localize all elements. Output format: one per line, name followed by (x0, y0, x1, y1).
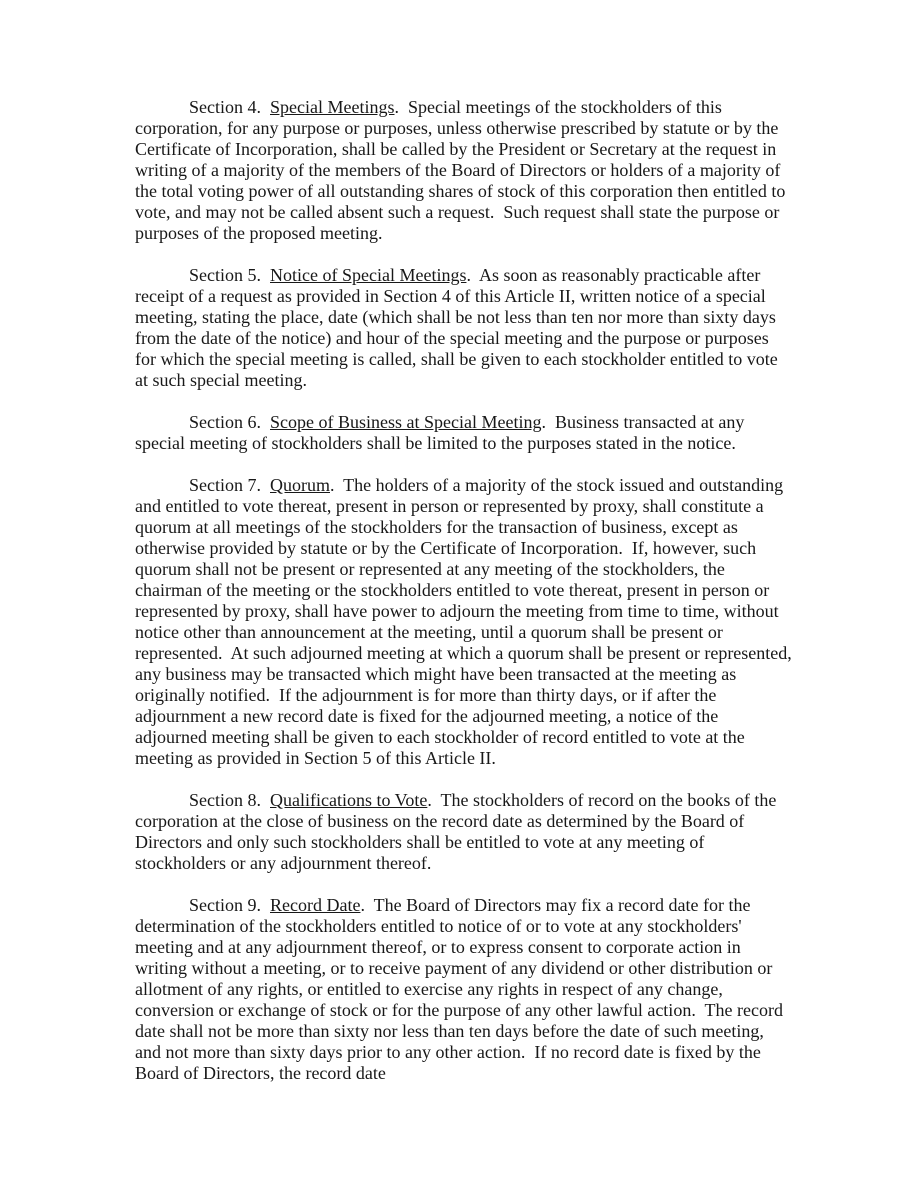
section-body-text: . The stockholders of record on the books of the corporation at the close of business on the record date as determined by the Board of Directors and only such stockholders shall be entitled to vote at any meeting of stockholders or any adjournment thereof. (135, 790, 781, 873)
section-paragraph (135, 97, 793, 244)
section-label: Section 7. (189, 475, 270, 495)
section-paragraph (135, 475, 797, 769)
section-title: Notice of Special Meetings (270, 265, 467, 285)
section-title: Qualifications to Vote (270, 790, 428, 810)
section-label: Section 9. (189, 895, 270, 915)
section-paragraph (135, 895, 793, 1084)
section-title: Record Date (270, 895, 361, 915)
section-body-text: . Special meetings of the stockholders of this corporation, for any purpose or purposes, unless otherwise prescribed by statute or by the Certificate of Incorporation, shall be called by the President or Secretary at the request in writing of a majority of the members of the Board of Directors or holders of a majority of the total voting power of all outstanding shares of stock of this corporation then entitled to vote, and may not be called absent such a request. Such request shall state the purpose or purposes of the proposed meeting. (135, 97, 790, 243)
section-title: Scope of Business at Special Meeting (270, 412, 542, 432)
section-body-text: . The Board of Directors may fix a record date for the determination of the stockholders entitled to notice of or to vote at any stockholders' meeting and at any adjournment thereof, or to express consent to corporate action in writing without a meeting, or to receive payment of any dividend or other distribution or allotment of any rights, or entitled to exercise any rights in respect of any change, conversion or exchange of stock or for the purpose of any other lawful action. The record date shall not be more than sixty nor less than ten days before the date of such meeting, and not more than sixty days prior to any other action. If no record date is fixed by the Board of Directors, the record date (135, 895, 788, 1083)
document-content (135, 97, 797, 1084)
section-label: Section 4. (189, 97, 270, 117)
section-label: Section 5. (189, 265, 270, 285)
section-label: Section 6. (189, 412, 270, 432)
section-title: Special Meetings (270, 97, 395, 117)
section-body-text: . The holders of a majority of the stock issued and outstanding and entitled to vote thereat, present in person or represented by proxy, shall constitute a quorum at all meetings of the stockholders for the transaction of business, except as otherwise provided by statute or by the Certificate of Incorporation. If, however, such quorum shall not be present or represented at any meeting of the stockholders, the chairman of the meeting or the stockholders entitled to vote thereat, present in person or represented by proxy, shall have power to adjourn the meeting from time to time, without notice other than announcement at the meeting, until a quorum shall be present or represented. At such adjourned meeting at which a quorum shall be present or represented, any business may be transacted which might have been transacted at the meeting as originally notified. If the adjournment is for more than thirty days, or if after the adjournment a new record date is fixed for the adjourned meeting, a notice of the adjourned meeting shall be given to each stockholder of record entitled to vote at the meeting as provided in Section 5 of this Article II. (135, 475, 797, 768)
section-body-text: . Business transacted at any special meeting of stockholders shall be limited to the purposes stated in the notice. (135, 412, 749, 453)
section-paragraph (135, 265, 793, 391)
section-body-text: . As soon as reasonably practicable after receipt of a request as provided in Section 4 of this Article II, written notice of a special meeting, stating the place, date (which shall be not less than ten nor more than sixty days from the date of the notice) and hour of the special meeting and the purpose or purposes for which the special meeting is called, shall be given to each stockholder entitled to vote at such special meeting. (135, 265, 783, 390)
section-label: Section 8. (189, 790, 270, 810)
section-paragraph (135, 790, 793, 874)
section-paragraph (135, 412, 793, 454)
section-title: Quorum (270, 475, 330, 495)
